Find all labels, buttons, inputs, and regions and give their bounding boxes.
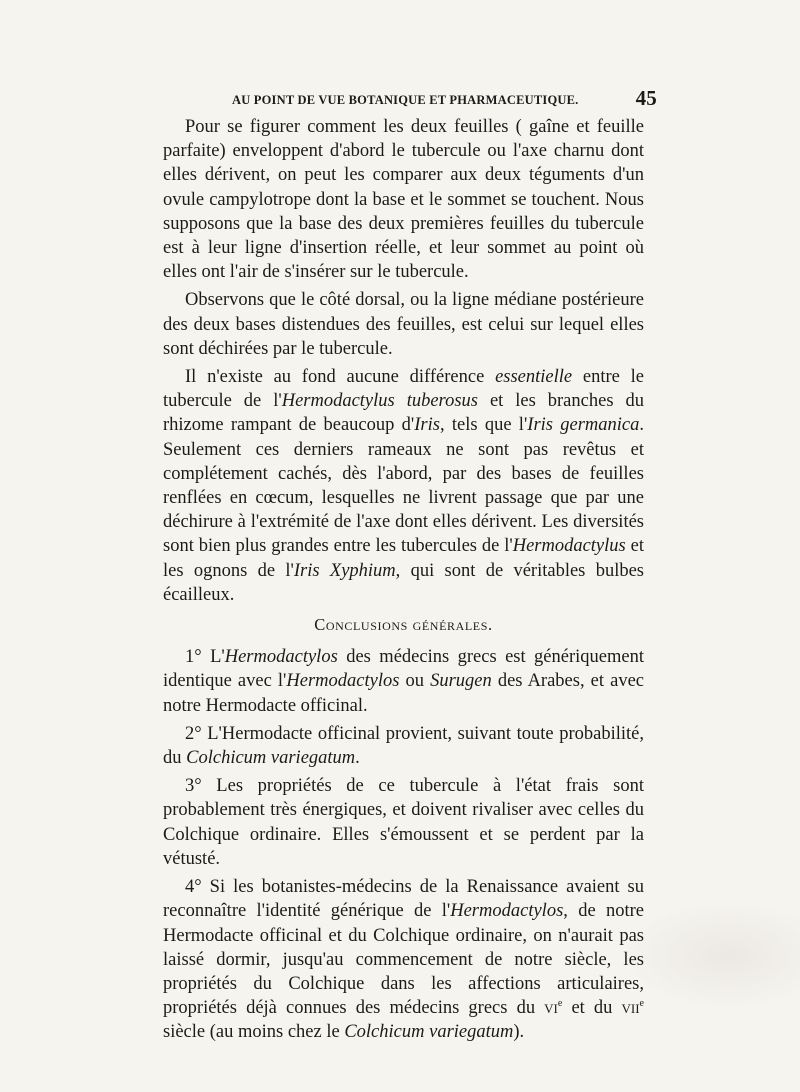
c4-text-mid: et du [562,998,622,1019]
paper-stain [620,900,800,1010]
c4-taxon-colchicum-variegatum: Colchicum variegatum [344,1022,514,1043]
p3-text-g: , qui sont de véritables bulbes écailleux. [163,560,644,605]
p3-taxon-iris-germanica: Iris germanica [527,415,640,436]
conclusion-4-number: 4° [185,877,202,898]
paragraph-2 [163,288,644,361]
page-number: 45 [635,86,657,110]
running-title: AU POINT DE VUE BOTANIQUE ET PHARMACEUTIQUE. [232,93,579,107]
c4-text-b: , de notre Hermodacte officinal et du Colchique ordinaire, on n'aurait pas laissé dormir, jusqu'au commencement de notre siècle, les propriétés du Colchique dans les affections articulaires, propriétés déjà connues des médecins grecs du [163,901,644,1019]
p3-emphasis-essentielle: essentielle [495,367,573,388]
p3-text-e: . Seulement ces derniers rameaux ne sont pas revêtus et complétement cachés, dès l'abord, par des bases de feuilles renflées en cœcum, lesquelles ne livrent passage que par une déchirure à l'extrémité de l'axe dont elles dérivent. Les diversités sont bien plus grandes entre les tubercules de l' [163,415,645,557]
c2-text-a: L'Hermodacte officinal provient, suivant toute probabilité, du [163,723,644,769]
c1-text-d: des Arabes, et avec notre Hermodacte officinal. [163,671,644,716]
body-text [163,115,644,1049]
paragraph-1-text: Pour se figurer comment les deux feuilles ( gaîne et feuille parfaite) enveloppent d'abord le tubercule ou l'axe charnu dont elles dérivent, on peut les comparer aux deux téguments d'un ovule campylotrope dont la base et le sommet se touchent. Nous supposons que la base des deux premières feuilles du tubercule est à leur ligne d'insertion réelle, et leur sommet au point où elles ont l'air de s'insérer sur le tubercule. [163,117,644,283]
conclusion-2-number: 2° [185,723,202,744]
c4-text-d: ). [513,1022,525,1043]
p3-taxon-hermodactylus: Hermodactylus [512,536,626,557]
c4-sup-1: e [557,997,563,1009]
conclusion-2 [163,722,644,770]
p3-text-d: , tels que l' [439,415,528,436]
p3-text-f: et les ognons de l' [163,536,644,581]
section-title: Conclusions générales. [314,615,493,635]
conclusion-3-number: 3° [185,776,202,797]
c1-term-hermodactylos-2: Hermodactylos [286,671,400,692]
c2-text-b: . [355,748,360,769]
p3-taxon-iris: Iris [414,415,440,436]
c4-century-vii: vii [621,998,640,1019]
c4-text-c: siècle (au moins chez le [163,1022,345,1043]
c2-taxon-colchicum-variegatum: Colchicum variegatum [186,748,356,769]
paragraph-1 [163,115,644,284]
c1-text-a: L' [201,647,225,668]
paragraph-3 [163,365,644,607]
c1-text-b: des médecins grecs est génériquement identique avec l' [163,647,644,692]
c4-century-vi: vi [544,998,558,1019]
c4-text-a: Si les botanistes-médecins de la Renaissance avaient su reconnaître l'identité générique de l' [163,877,644,922]
c1-term-hermodactylos: Hermodactylos [224,647,338,668]
conclusion-1-number: 1° [185,647,202,668]
paragraph-2-text: Observons que le côté dorsal, ou la ligne médiane postérieure des deux bases distendues des feuilles, est celui sur lequel elles sont déchirées par le tubercule. [163,290,644,359]
p3-taxon-hermodactylus-tuberosus: Hermodactylus tuberosus [281,391,478,412]
p3-taxon-iris-xyphium: Iris Xyphium [293,560,396,581]
c4-sup-2: e [639,997,644,1009]
c1-term-surugen: Surugen [430,671,492,692]
p3-text-c: et les branches du rhizome rampant de beaucoup d' [163,391,644,436]
conclusion-4 [163,875,644,1044]
c1-text-c: ou [399,671,431,692]
running-head [232,86,657,110]
c3-text-a: Les propriétés de ce tubercule à l'état frais sont probablement très énergiques, et doivent rivaliser avec celles du Colchique ordinaire. Elles s'émoussent et se perdent par la vétusté. [163,776,644,869]
c4-term-hermodactylos: Hermodactylos [450,901,564,922]
p3-text-b: entre le tubercule de l' [163,367,644,412]
conclusion-1 [163,645,644,718]
p3-text-a: Il n'existe au fond aucune différence [185,367,496,388]
conclusion-3 [163,774,644,871]
